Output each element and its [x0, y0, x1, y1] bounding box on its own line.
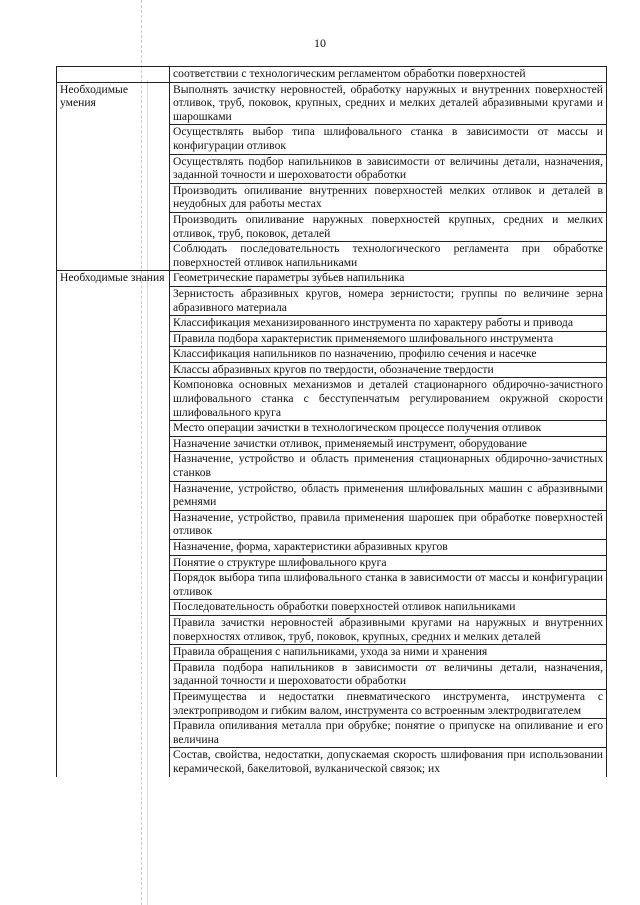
section-label	[57, 67, 170, 83]
requirement-text: Состав, свойства, недостатки, допускаемая скорость шлифования при использовании керамической, бакелитовой, вулканической связок; их	[170, 748, 607, 777]
requirement-text: Осуществлять подбор напильников в зависимости от величины детали, назначения, заданной точности и шероховатости обработки	[170, 154, 607, 183]
requirement-text: Понятие о структуре шлифовального круга	[170, 555, 607, 571]
requirement-text: Геометрические параметры зубьев напильника	[170, 271, 607, 287]
requirement-text: Правила подбора напильников в зависимости от величины детали, назначения, заданной точности и шероховатости обработки	[170, 660, 607, 689]
requirement-text: Классы абразивных кругов по твердости, обозначение твердости	[170, 362, 607, 378]
requirement-text: Осуществлять выбор типа шлифовального станка в зависимости от массы и конфигурации отливок	[170, 125, 607, 154]
requirement-text: Зернистость абразивных кругов, номера зернистости; группы по величине зерна абразивного материала	[170, 286, 607, 315]
requirement-text: Назначение, устройство и область применения стационарных обдирочно-зачистных станков	[170, 452, 607, 481]
requirement-text: Правила обращения с напильниками, ухода за ними и хранения	[170, 645, 607, 661]
competency-table-body	[57, 67, 607, 777]
requirement-text: Преимущества и недостатки пневматического инструмента, инструмента с электроприводом и гибким валом, инструмента со встроенным электродвигателем	[170, 689, 607, 718]
requirement-text: Назначение, устройство, область применения шлифовальных машин с абразивными ремнями	[170, 481, 607, 510]
competency-table	[56, 66, 607, 777]
requirement-text: Место операции зачистки в технологическом процессе получения отливок	[170, 421, 607, 437]
requirement-text: Соблюдать последовательность технологического регламента при обработке поверхностей отливок напильниками	[170, 242, 607, 271]
requirement-text: Правила опиливания металла при обрубке; понятие о припуске на опиливание и его величина	[170, 719, 607, 748]
requirement-text: Назначение зачистки отливок, применяемый инструмент, оборудование	[170, 436, 607, 452]
requirement-text: Порядок выбора типа шлифовального станка в зависимости от массы и конфигурации отливок	[170, 571, 607, 600]
requirement-text: Правила подбора характеристик применяемого шлифовального инструмента	[170, 331, 607, 347]
section-label: Необходимые знания	[57, 271, 170, 777]
requirement-text: Классификация напильников по назначению, профилю сечения и насечке	[170, 347, 607, 363]
requirement-text: соответствии с технологическим регламентом обработки поверхностей	[170, 67, 607, 83]
table-row	[57, 82, 607, 125]
requirement-text: Компоновка основных механизмов и деталей стационарного обдирочно-зачистного шлифовального станка с бесступенчатым регулированием окружной скорости шлифовального круга	[170, 378, 607, 421]
section-label: Необходимые умения	[57, 82, 170, 271]
requirement-text: Выполнять зачистку неровностей, обработку наружных и внутренних поверхностей отливок, труб, поковок, крупных, средних и мелких деталей абразивными кругами и шарошками	[170, 82, 607, 125]
table-row	[57, 271, 607, 287]
requirement-text: Производить опиливание наружных поверхностей крупных, средних и мелких отливок, труб, поковок, деталей	[170, 212, 607, 241]
requirement-text: Правила зачистки неровностей абразивными кругами на наружных и внутренних поверхностях отливок, труб, поковок, крупных, средних и мелких деталей	[170, 615, 607, 644]
requirement-text: Производить опиливание внутренних поверхностей мелких отливок и деталей в неудобных для работы местах	[170, 183, 607, 212]
page-number: 10	[314, 36, 326, 50]
requirement-text: Классификация механизированного инструмента по характеру работы и привода	[170, 316, 607, 332]
requirement-text: Последовательность обработки поверхностей отливок напильниками	[170, 600, 607, 616]
table-row	[57, 67, 607, 83]
requirement-text: Назначение, устройство, правила применения шарошек при обработке поверхностей отливок	[170, 510, 607, 539]
requirement-text: Назначение, форма, характеристики абразивных кругов	[170, 540, 607, 556]
